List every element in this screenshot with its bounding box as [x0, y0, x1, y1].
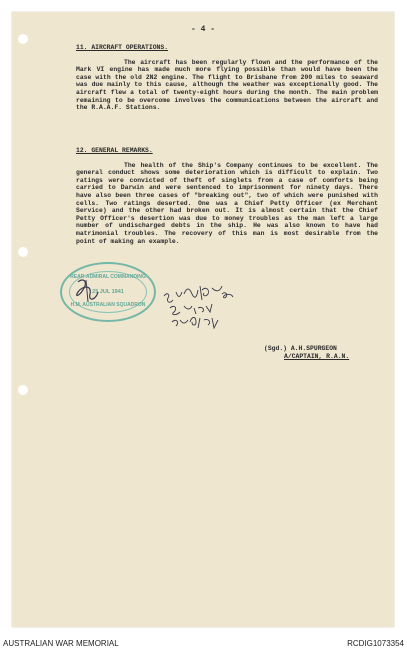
signatory-rank: A/CAPTAIN, R.A.N. — [284, 353, 350, 360]
handwritten-annotations — [160, 278, 250, 338]
section-body: The aircraft has been regularly flown and the performance of the Mark VI engine has made much more flying possible than would have been the case with the old 2N2 engine. The flight to Brisbane from 200 miles to seaward was due mainly to this cause, although the weather was exceptionally good. The aircraft flew a total of twenty-eight hours during the month. The main problem remaining to be overcome involves the communications between the aircraft and the R.A.A.F. Stations. — [76, 58, 378, 112]
section-heading: 12. GENERAL REMARKS. — [76, 147, 153, 154]
signature-block — [262, 345, 349, 361]
section-aircraft-operations — [76, 44, 378, 112]
page-number: - 4 - — [190, 25, 215, 34]
section-body: The health of the Ship's Company continues to be excellent. The general conduct shows some deterioration which is difficult to explain. Two ratings were convicted of theft of singlets from a case of comforts being carried to Darwin and were sentenced to imprisonment for ninety days. There have also been three cases of "breaking out", two of which were punished with cells. Two ratings deserted. One was a Chief Petty Officer (ex Merchant Service) and the other had broken out. It is almost certain that the Chief Petty Officer's desertion was due to money troubles as the man left a large number of undischarged debts in the ship. He was also known to have had matrimonial troubles. The recovery of this man is most desirable from the point of making an example. — [76, 161, 378, 245]
section-general-remarks — [76, 147, 378, 245]
stamp-line-1: REAR-ADMIRAL COMMANDING — [70, 274, 146, 280]
section-heading: 11. AIRCRAFT OPERATIONS. — [76, 44, 169, 51]
archive-footer — [0, 637, 407, 654]
signatory-name: (Sgd.) A.H.SPURGEON — [264, 345, 337, 352]
archive-reference: RCDIG1073354 — [347, 639, 404, 648]
punch-hole — [18, 34, 28, 44]
punch-hole — [18, 247, 28, 257]
punch-hole — [18, 385, 28, 395]
document-page — [12, 12, 394, 627]
handwritten-initials — [68, 276, 108, 306]
stamp-line-3: H.M. AUSTRALIAN SQUADRON — [70, 302, 146, 308]
archive-credit: AUSTRALIAN WAR MEMORIAL — [3, 639, 119, 648]
stamp-date: 25 JUL 1941 — [92, 289, 124, 295]
